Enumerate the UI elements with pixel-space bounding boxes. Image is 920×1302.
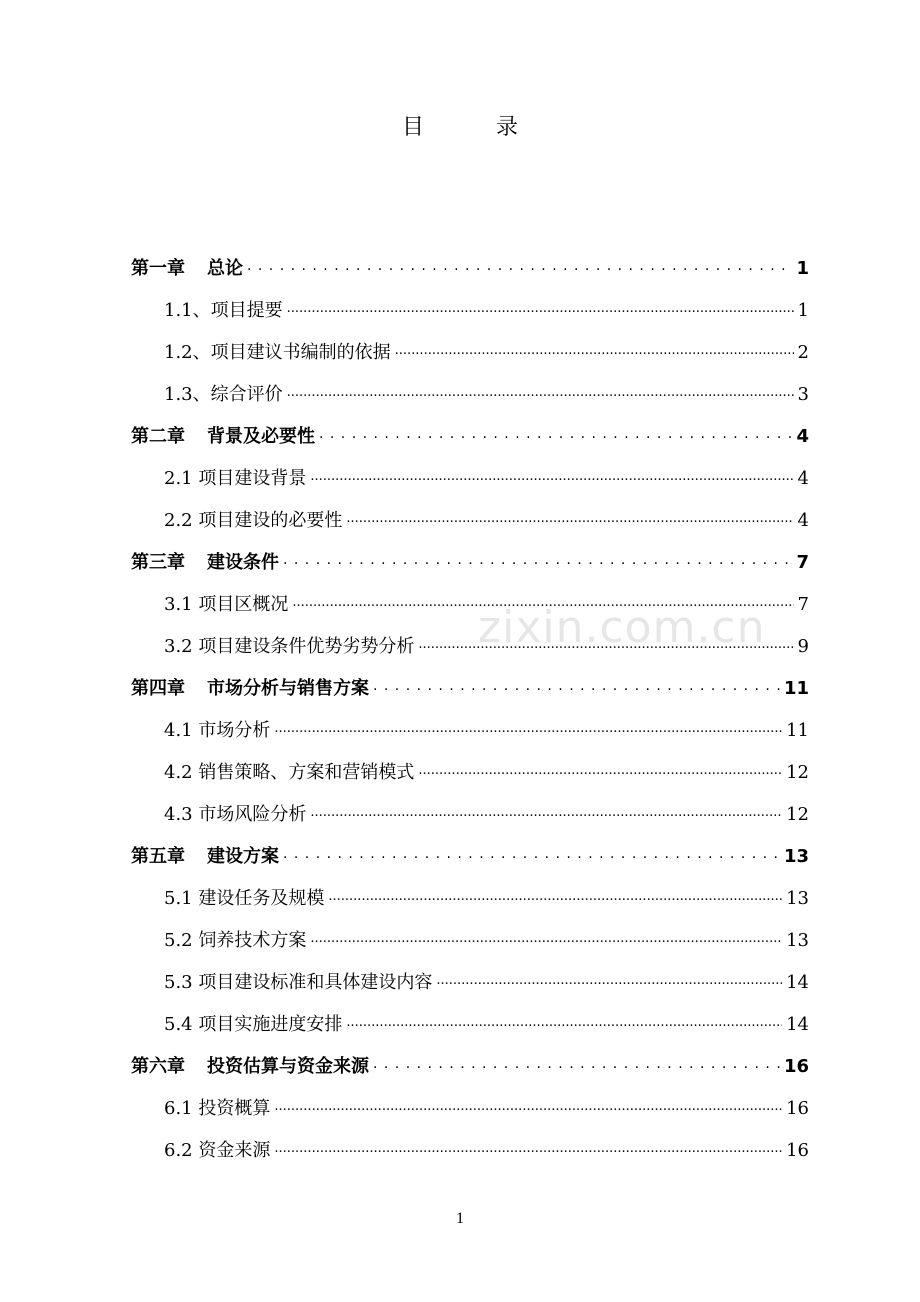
toc-entry-10[interactable] <box>131 668 809 710</box>
toc-entry-number: 6.1 <box>164 1098 193 1119</box>
toc-entry-0[interactable] <box>131 248 809 290</box>
toc-entry-number: 3.2 <box>164 636 193 657</box>
page-title: 目录 <box>401 115 590 140</box>
toc-entry-9[interactable] <box>131 626 809 668</box>
dot-leader <box>274 1084 782 1128</box>
toc-entry-page: 14 <box>786 972 809 993</box>
dot-leader <box>346 1000 782 1044</box>
toc-entry-number: 2.1 <box>164 468 193 489</box>
toc-entry-label: 市场风险分析 <box>198 804 307 825</box>
toc-entry-number: 1.2、 <box>164 342 211 363</box>
toc-entry-label: 建设任务及规模 <box>198 888 325 909</box>
toc-entry-label: 项目建设条件优势劣势分析 <box>198 636 415 657</box>
toc-entry-number: 1.1、 <box>164 300 211 321</box>
toc-entry-4[interactable] <box>131 416 809 458</box>
toc-entry-6[interactable] <box>131 500 809 542</box>
toc-entry-label: 项目建议书编制的依据 <box>210 342 391 363</box>
toc-entry-21[interactable] <box>131 1130 809 1172</box>
toc-entry-page: 1 <box>796 258 809 279</box>
toc-entry-7[interactable] <box>131 542 809 584</box>
toc-entry-number: 第四章 <box>131 678 185 699</box>
dot-leader <box>292 580 793 624</box>
toc-entry-number: 第五章 <box>131 846 185 867</box>
toc-entry-label: 资金来源 <box>198 1140 271 1161</box>
dot-leader <box>310 790 782 834</box>
dot-leader <box>283 832 780 875</box>
dot-leader <box>346 496 793 540</box>
toc-entry-label: 投资估算与资金来源 <box>207 1056 369 1077</box>
toc-entry-label: 项目建设背景 <box>198 468 307 489</box>
dot-leader <box>287 286 794 330</box>
toc-entry-label: 建设方案 <box>207 846 279 867</box>
toc-entry-number: 第一章 <box>131 258 185 279</box>
dot-leader <box>436 958 782 1002</box>
dot-leader <box>247 244 792 287</box>
toc-entry-label: 总论 <box>207 258 243 279</box>
toc-entry-8[interactable] <box>131 584 809 626</box>
toc-entry-page: 3 <box>797 384 809 405</box>
toc-entry-page: 13 <box>786 888 809 909</box>
toc-entry-number: 第三章 <box>131 552 185 573</box>
toc-entry-page: 12 <box>786 762 809 783</box>
toc-entry-15[interactable] <box>131 878 809 920</box>
toc-entry-label: 销售策略、方案和营销模式 <box>198 762 415 783</box>
toc-entry-page: 13 <box>783 846 809 867</box>
toc-entry-page: 11 <box>786 720 809 741</box>
toc-entry-1[interactable] <box>131 290 809 332</box>
toc-entry-page: 7 <box>796 552 809 573</box>
toc-entry-page: 4 <box>797 510 809 531</box>
toc-entry-page: 11 <box>783 678 809 699</box>
table-of-contents <box>131 248 809 1172</box>
toc-entry-page: 1 <box>797 300 809 321</box>
toc-entry-page: 16 <box>786 1140 809 1161</box>
toc-entry-page: 9 <box>797 636 809 657</box>
toc-entry-number: 5.1 <box>164 888 193 909</box>
toc-entry-label: 饲养技术方案 <box>198 930 307 951</box>
dot-leader <box>283 538 792 581</box>
toc-entry-number: 5.2 <box>164 930 193 951</box>
dot-leader <box>310 454 793 498</box>
dot-leader <box>319 412 792 455</box>
toc-entry-page: 7 <box>797 594 809 615</box>
toc-entry-label: 背景及必要性 <box>207 426 315 447</box>
toc-entry-number: 4.2 <box>164 762 193 783</box>
toc-entry-label: 投资概算 <box>198 1098 271 1119</box>
toc-entry-label: 综合评价 <box>210 384 283 405</box>
toc-entry-number: 3.1 <box>164 594 193 615</box>
toc-entry-11[interactable] <box>131 710 809 752</box>
toc-entry-number: 5.4 <box>164 1014 193 1035</box>
toc-entry-label: 市场分析与销售方案 <box>207 678 369 699</box>
watermark-text: zixin.com.cn <box>478 602 766 653</box>
toc-entry-14[interactable] <box>131 836 809 878</box>
toc-entry-page: 12 <box>786 804 809 825</box>
toc-entry-label: 项目建设标准和具体建设内容 <box>198 972 433 993</box>
dot-leader <box>274 706 782 750</box>
toc-entry-number: 4.1 <box>164 720 193 741</box>
toc-entry-17[interactable] <box>131 962 809 1004</box>
toc-entry-16[interactable] <box>131 920 809 962</box>
toc-entry-number: 5.3 <box>164 972 193 993</box>
toc-entry-page: 4 <box>796 426 809 447</box>
toc-entry-page: 2 <box>797 342 809 363</box>
toc-entry-number: 2.2 <box>164 510 193 531</box>
dot-leader <box>287 370 794 414</box>
toc-entry-page: 13 <box>786 930 809 951</box>
dot-leader <box>395 328 794 372</box>
toc-entry-label: 项目提要 <box>210 300 283 321</box>
toc-entry-2[interactable] <box>131 332 809 374</box>
toc-entry-number: 第六章 <box>131 1056 185 1077</box>
toc-entry-number: 1.3、 <box>164 384 211 405</box>
toc-entry-5[interactable] <box>131 458 809 500</box>
dot-leader <box>373 664 780 707</box>
toc-entry-number: 6.2 <box>164 1140 193 1161</box>
dot-leader <box>310 916 782 960</box>
dot-leader <box>418 748 782 792</box>
toc-entry-number: 4.3 <box>164 804 193 825</box>
footer-page-number: 1 <box>456 1210 464 1227</box>
dot-leader <box>328 874 782 918</box>
toc-entry-number: 第二章 <box>131 426 185 447</box>
toc-entry-page: 4 <box>797 468 809 489</box>
dot-leader <box>418 622 793 666</box>
toc-entry-label: 项目区概况 <box>198 594 289 615</box>
toc-entry-18[interactable] <box>131 1004 809 1046</box>
toc-entry-label: 项目实施进度安排 <box>198 1014 343 1035</box>
toc-entry-page: 16 <box>786 1098 809 1119</box>
dot-leader <box>373 1042 780 1085</box>
toc-entry-page: 14 <box>786 1014 809 1035</box>
toc-entry-label: 建设条件 <box>207 552 279 573</box>
toc-entry-3[interactable] <box>131 374 809 416</box>
toc-entry-12[interactable] <box>131 752 809 794</box>
toc-entry-label: 项目建设的必要性 <box>198 510 343 531</box>
toc-entry-page: 16 <box>783 1056 809 1077</box>
toc-entry-label: 市场分析 <box>198 720 271 741</box>
dot-leader <box>274 1126 782 1170</box>
toc-entry-19[interactable] <box>131 1046 809 1088</box>
toc-entry-13[interactable] <box>131 794 809 836</box>
toc-entry-20[interactable] <box>131 1088 809 1130</box>
